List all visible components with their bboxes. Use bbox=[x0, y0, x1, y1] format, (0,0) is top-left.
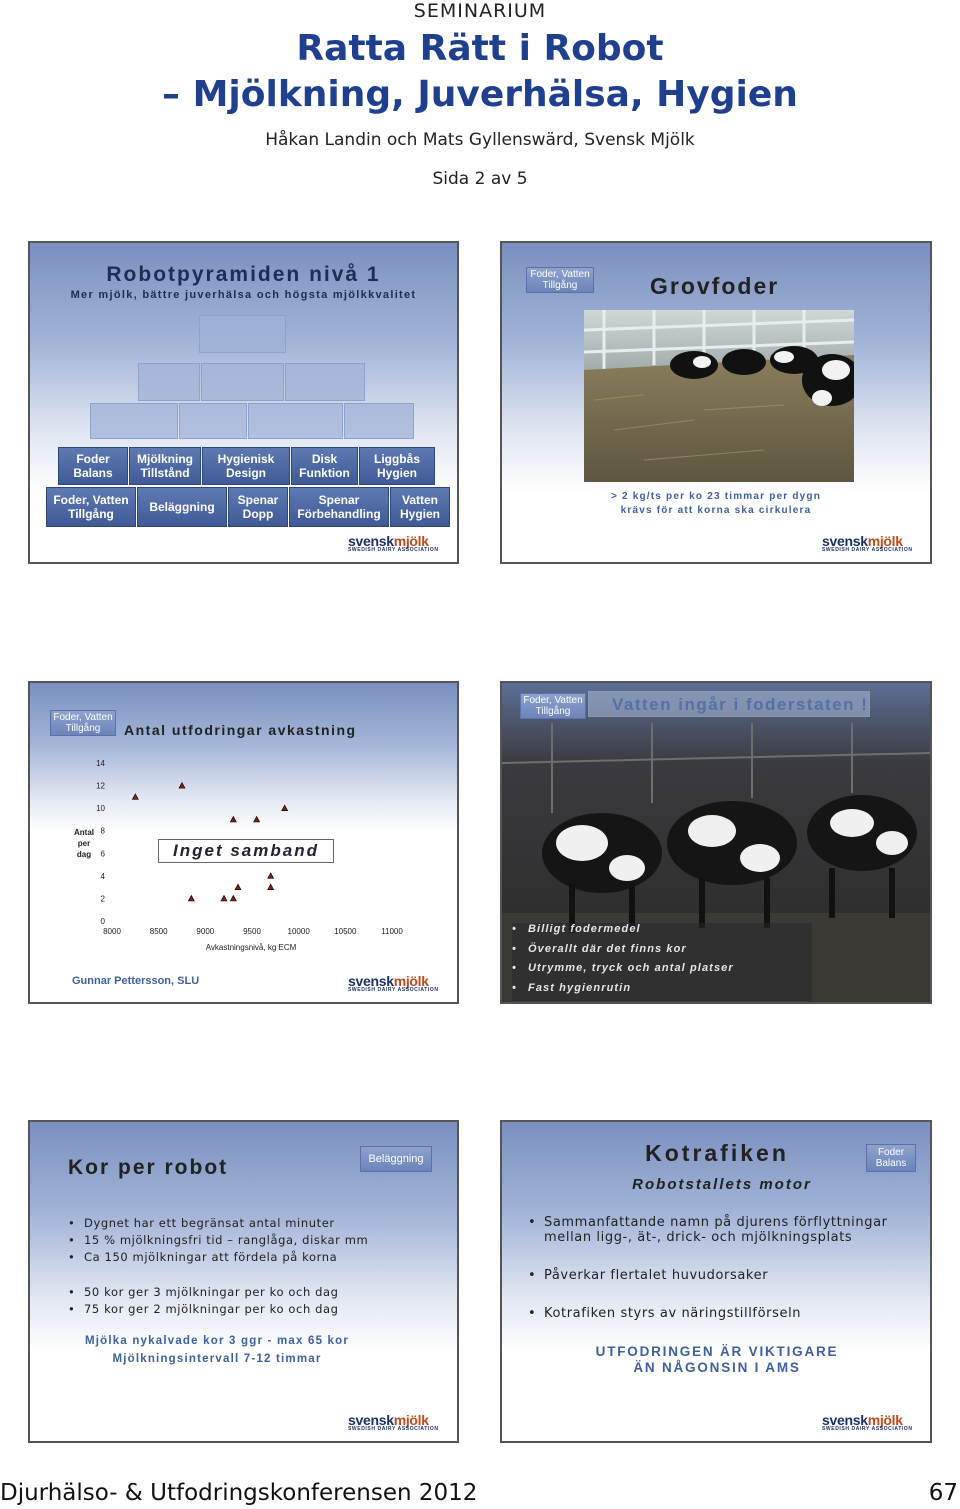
y-tick-label: 4 bbox=[100, 871, 105, 881]
x-tick-label: 10000 bbox=[287, 927, 310, 936]
bullet-item: • 75 kor ger 2 mjölkningar per ko och dag bbox=[68, 1301, 458, 1318]
svensk-mjolk-logo: svenskmjölk SWEDISH DAIRY ASSOCIATION bbox=[348, 1412, 439, 1432]
bullet-item: • Sammanfattande namn på djurens förflyttningar mellan ligg-, ät-, drick- och mjölkningsplats bbox=[528, 1215, 900, 1245]
scatter-point bbox=[268, 884, 274, 890]
y-tick-label: 10 bbox=[96, 804, 105, 814]
slide-title: Kotrafiken bbox=[645, 1140, 789, 1166]
pyramid-block-mjolkning-tillstand: Mjölkning Tillstånd bbox=[129, 447, 201, 485]
bullet-item: • Utrymme, tryck och antal platser bbox=[512, 962, 812, 982]
scatter-point bbox=[282, 805, 288, 811]
x-tick-label: 8000 bbox=[103, 927, 121, 936]
pyramid-faded-block bbox=[201, 363, 284, 401]
slide-title: Kor per robot bbox=[68, 1156, 229, 1179]
x-tick-label: 8500 bbox=[149, 927, 168, 936]
scatter-point bbox=[235, 884, 241, 890]
pyramid-block-hygienisk-design: Hygienisk Design bbox=[202, 447, 290, 485]
scatter-point bbox=[230, 816, 236, 822]
scatter-point bbox=[179, 783, 185, 789]
pyramid-block-spenar-dopp: Spenar Dopp bbox=[228, 487, 288, 527]
slide-kor-per-robot bbox=[28, 1120, 459, 1443]
bullet-item: • Påverkar flertalet huvudorsaker bbox=[528, 1268, 900, 1283]
pyramid-block-spenar-forbehandling: Spenar Förbehandling bbox=[289, 487, 389, 527]
scatter-point bbox=[254, 816, 260, 822]
svensk-mjolk-logo: svenskmjölk SWEDISH DAIRY ASSOCIATION bbox=[348, 973, 439, 993]
bullet-item: • 15 % mjölkningsfri tid – ranglåga, diskar mm bbox=[68, 1232, 458, 1249]
bullet-item: • 50 kor ger 3 mjölkningar per ko och dag bbox=[68, 1284, 458, 1301]
pyramid-faded-block bbox=[179, 403, 247, 439]
slide-title: Robotpyramiden nivå 1 bbox=[106, 263, 381, 286]
cows-feeding-illustration bbox=[584, 310, 854, 482]
bullet-list bbox=[512, 923, 812, 1001]
slide-robotpyramid bbox=[28, 241, 459, 564]
page-indicator: Sida 2 av 5 bbox=[432, 169, 528, 189]
pyramid-faded-block bbox=[248, 403, 343, 439]
y-axis-label-3: dag bbox=[76, 850, 92, 859]
bullet-item: • Kotrafiken styrs av näringstillförseln bbox=[528, 1306, 900, 1321]
slide-grovfoder bbox=[500, 241, 932, 564]
bullet-item: • Billigt fodermedel bbox=[512, 923, 812, 943]
bullet-list bbox=[528, 1215, 900, 1321]
annotation-inget-samband: Inget samband bbox=[158, 839, 334, 863]
slide-title: Antal utfodringar avkastning bbox=[124, 722, 357, 738]
caption-line1: > 2 kg/ts per ko 23 timmar per dygn bbox=[610, 491, 822, 502]
y-tick-label: 2 bbox=[100, 894, 105, 904]
note-line1: Mjölka nykalvade kor 3 ggr - max 65 kor bbox=[84, 1335, 350, 1347]
scatter-point bbox=[268, 873, 274, 879]
document-title-line1: Ratta Rätt i Robot bbox=[296, 28, 664, 69]
y-tick-label: 6 bbox=[100, 849, 105, 859]
topic-tag: Foder, Vatten Tillgång bbox=[520, 693, 586, 719]
pyramid-block-liggbas-hygien: Liggbås Hygien bbox=[359, 447, 435, 485]
bullet-item: • Dygnet har ett begränsat antal minuter bbox=[68, 1215, 458, 1232]
pyramid-block-foder-balans: Foder Balans bbox=[58, 447, 128, 485]
slide-subtitle: Mer mjölk, bättre juverhälsa och högsta mjölkkvalitet bbox=[70, 289, 417, 301]
pyramid-block-disk-funktion: Disk Funktion bbox=[291, 447, 358, 485]
topic-tag: Foder, Vatten Tillgång bbox=[50, 710, 116, 736]
y-axis-label-2: per bbox=[77, 839, 91, 848]
document-title-line2: – Mjölkning, Juverhälsa, Hygien bbox=[162, 74, 798, 115]
caption-line2: krävs för att korna ska cirkulera bbox=[620, 505, 812, 516]
pyramid-faded-block bbox=[138, 363, 200, 401]
bullet-item: • Överallt där det finns kor bbox=[512, 943, 812, 963]
scatter-point bbox=[230, 895, 236, 901]
x-axis-label: Avkastningsnivå, kg ECM bbox=[205, 943, 297, 952]
caption-line2: ÄN NÅGONSIN I AMS bbox=[633, 1360, 801, 1375]
scatter-point bbox=[188, 895, 194, 901]
pyramid-faded-block bbox=[344, 403, 414, 439]
cows-feeding-photo bbox=[584, 310, 854, 482]
bullet-item: • Ca 150 mjölkningar att fördela på korna bbox=[68, 1249, 458, 1266]
y-tick-label: 14 bbox=[96, 759, 105, 768]
topic-tag: Foder Balans bbox=[866, 1144, 916, 1172]
slide-antal-utfodringar bbox=[28, 681, 459, 1004]
y-tick-label: 0 bbox=[100, 917, 105, 926]
pyramid-faded-block bbox=[285, 363, 365, 401]
x-tick-label: 9000 bbox=[196, 927, 215, 936]
pyramid-faded-block bbox=[199, 315, 286, 353]
x-tick-label: 9500 bbox=[243, 927, 261, 936]
scatter-point bbox=[132, 794, 138, 800]
y-tick-label: 12 bbox=[96, 781, 105, 791]
caption-line1: UTFODRINGEN ÄR VIKTIGARE bbox=[595, 1344, 839, 1359]
pyramid-block-foder-vatten-tillgang: Foder, Vatten Tillgång bbox=[46, 487, 136, 527]
svensk-mjolk-logo: svenskmjölk SWEDISH DAIRY ASSOCIATION bbox=[822, 1412, 913, 1432]
footer-conference: Djurhälso- & Utfodringskonferensen 2012 bbox=[0, 1480, 478, 1506]
slide-subtitle: Robotstallets motor bbox=[632, 1176, 812, 1193]
bullet-list-b bbox=[68, 1284, 458, 1318]
footer-page-number: 67 bbox=[928, 1480, 958, 1506]
svensk-mjolk-logo: svenskmjölk SWEDISH DAIRY ASSOCIATION bbox=[348, 533, 439, 553]
slide-title: Grovfoder bbox=[650, 273, 780, 299]
x-tick-label: 11000 bbox=[381, 927, 403, 936]
topic-tag: Beläggning bbox=[360, 1146, 432, 1172]
slide-vatten bbox=[500, 681, 932, 1004]
y-axis-label-1: Antal bbox=[74, 828, 94, 837]
source-credit: Gunnar Pettersson, SLU bbox=[72, 975, 200, 987]
topic-tag: Foder, Vatten Tillgång bbox=[526, 267, 594, 293]
bullet-item: • Fast hygienrutin bbox=[512, 982, 812, 1002]
note-line2: Mjölkningsintervall 7-12 timmar bbox=[112, 1353, 322, 1365]
pyramid-block-belaggning: Beläggning bbox=[137, 487, 227, 527]
seminar-label: SEMINARIUM bbox=[413, 0, 547, 22]
bullet-list-a bbox=[68, 1215, 458, 1266]
pyramid-faded-block bbox=[90, 403, 178, 439]
scatter-point bbox=[221, 895, 227, 901]
slide-kotrafiken bbox=[500, 1120, 932, 1443]
authors: Håkan Landin och Mats Gyllenswärd, Svensk Mjölk bbox=[265, 130, 695, 150]
pyramid-block-vatten-hygien: Vatten Hygien bbox=[390, 487, 450, 527]
y-tick-label: 8 bbox=[100, 826, 105, 836]
svensk-mjolk-logo: svenskmjölk SWEDISH DAIRY ASSOCIATION bbox=[822, 533, 913, 553]
x-tick-label: 10500 bbox=[334, 927, 357, 936]
slide-title: Vatten ingår i foderstaten ! bbox=[612, 695, 869, 714]
